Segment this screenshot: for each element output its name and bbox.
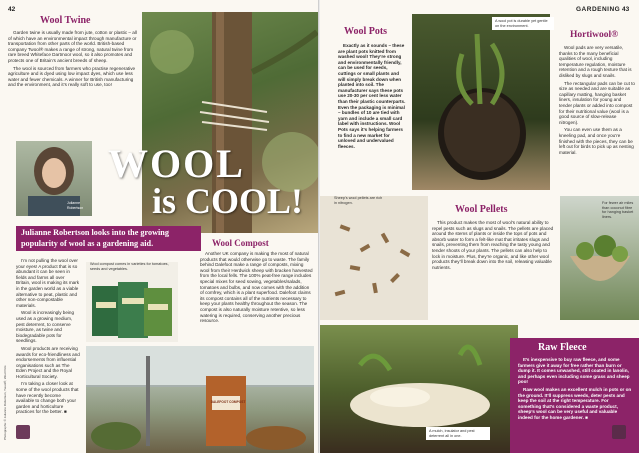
pellets-caption: Sheep’s wool pellets are rich in nitrogen. (334, 196, 383, 205)
magazine-logo-icon (612, 425, 626, 439)
wool-pot-caption: A wool pot is durable yet gentle on the environment. (492, 17, 554, 30)
intro-banner: Julianne Robertson looks into the growing popularity of wool as a gardening aid. (16, 226, 201, 251)
headline-is-cool: is COOL! (152, 181, 304, 221)
left-page (0, 0, 319, 453)
mulch-caption: A mulch, insulator and pest deterrent all in one. (426, 427, 490, 440)
page-number-right: 43 (622, 6, 630, 13)
wool-pellets-title: Wool Pellets (455, 204, 508, 215)
wool-pellets-text (432, 220, 554, 272)
magazine-logo-icon (16, 425, 30, 439)
hortiwool-paragraph: Wool pads are very versatile, thanks to the many beneficial qualities of wool, including temperature regulation, moisture retention and a rough texture that is disliked by slugs and snails. (559, 45, 632, 78)
wool-twine-paragraph: Garden twine is usually made from jute, cotton or plastic – all of which have an environmental impact through manufacture or transportation from other parts of the world. British-based company Twool® makes a range of strong, natural twine from rare breed Whiteface Dartmoor wool, so it also promotes and protects one of Britain’s ancient breeds of sheep. (8, 30, 137, 63)
raw-fleece-paragraph: Raw wool makes an excellent mulch in pots or on the ground. It’ll suppress weeds, deter pests and keep the soil at the right temperature. For something that’s considered a waste product, sheep’s wool can be very useful and valuable indeed for the home gardener. ■ (518, 386, 632, 420)
compost-bags-photo (86, 262, 178, 342)
raw-fleece-text (518, 357, 633, 423)
compost-bag-label: DALEFOOT COMPOST (210, 400, 246, 404)
raw-fleece-title: Raw Fleece (538, 342, 587, 353)
greenhouse-photo (86, 346, 314, 453)
wool-pots-text (338, 43, 406, 151)
page-number-left: 42 (8, 6, 16, 13)
greenhouse-illustration (86, 346, 314, 453)
wool-pots-paragraph: Exactly as it sounds – these are plant pots knitted from washed wool! They’re strong and environmentally friendly, can be used for seeds, cuttings or small plants and will simply break down when planted into soil. The manufacturer says these pots use 20-30 per cent less water than their plastic counterparts. Even the packaging is minimal – bundles of 10 are tied with yarn and include a small card label with instructions. Wool Pots says it’s helping farmers to find a new market for unloved and undervalued fleeces. (338, 43, 406, 149)
hortiwool-paragraph: You can even use them as a kneeling pad, and once you’re finished with the pieces, they can be left out for birds to pick up as nesting material. (559, 127, 634, 155)
wool-compost-title: Wool Compost (212, 238, 269, 248)
wool-pot-photo (412, 14, 550, 190)
basket-caption: For fewer air miles than coconut fibre for hanging basket liners. (602, 201, 634, 219)
wool-pellets-illustration (320, 196, 428, 320)
photo-credit: Photographs: © Julianne Robertson, Twool®, Wool Pots (3, 365, 7, 440)
headline-wool: WOOL (108, 141, 245, 186)
right-page (320, 0, 639, 453)
intro-paragraph: I’m taking a closer look at some of the wool products that have recently become available to change both your garden and horticulture practices for the better. ■ (16, 381, 79, 415)
wool-pots-title: Wool Pots (344, 26, 388, 37)
intro-body-text (16, 258, 80, 417)
hortiwool-paragraph: The rectangular pads can be cut to size as needed and are suitable as capillary matting, hanging basket liners, insulation for young and tender plants or added into compost for their nutritional value (wool is a good source of slow-release nitrogen). (559, 80, 635, 125)
wool-pellets-photo (320, 196, 428, 320)
wool-pellets-paragraph: This product makes the most of wool’s natural ability to repel pests such as slugs and snails. The pellets are placed around the stems of plants or inside the tops of pots and absorb water to form a felt-like mat that irritates slugs and snails, preventing them from reaching the tasty young and tender shoots of your plants. The pellets can also help to lock in moisture. Plus, they’re organic, and like other wool products they’ll break down into the soil, releasing valuable nutrients. (432, 220, 554, 270)
intro-paragraph: Wool is increasingly being used as a growing medium, pest deterrent, to conserve moisture, as twine and biodegradable pots for seedlings. (16, 310, 75, 344)
wool-compost-paragraph: Another UK company is making the most of natural products that would otherwise go to waste. The family behind Dalefoot make a range of composts, mixing wool from their Herdwick sheep with bracken harvested from the local fells. The 100% peat-free range includes special mixes for seed sowing, vegetables/salads, tomatoes and bulbs, and now comes with the addition of comfrey, which is a plant superfood. Dalefoot claims its compost contains all of the nutrients necessary to keep your plants healthy throughout the season. The compost is also naturally moisture retentive, so less watering is required, conserving another precious resource. (200, 251, 313, 324)
intro-paragraph: Wool products are receiving awards for eco-friendliness and endorsements from influential organisations such as The Eden Project and the Royal Horticultural Society. (16, 345, 80, 379)
wool-compost-text (200, 251, 313, 326)
compost-caption: Wool compost comes in varieties for tomatoes, seeds and vegetables. (90, 262, 169, 271)
hortiwool-text (559, 45, 635, 157)
intro-paragraph: I’m not pulling the wool over your eyes! A product that is so abundant it can be seen in fields and farms all over Britain, wool is making its mark in the garden world as a viable alternative to peat, plastic and other non-compostable materials. (16, 258, 80, 308)
wool-twine-text (8, 30, 138, 90)
raw-fleece-paragraph: It’s inexpensive to buy raw fleece, and some farmers give it away for free rather than burn or dump it. It comes unwashed, still coated in lanolin, and perhaps even including some grass and sheep poo! (518, 357, 630, 385)
hortiwool-title: Hortiwool® (570, 30, 619, 40)
section-label: GARDENING (576, 6, 621, 13)
wool-pot-illustration (412, 14, 550, 190)
wool-twine-paragraph: The wool is sourced from farmers who practise regenerative agriculture and is dyed using low impact dyes, which use less water and fewer chemicals. A winner for British manufacturing and the environment, and it’s really soft to use, too! (8, 65, 136, 88)
compost-bags-illustration (86, 262, 178, 342)
portrait-caption: Julianne Robertson (67, 201, 84, 210)
wool-twine-title: Wool Twine (40, 15, 91, 26)
